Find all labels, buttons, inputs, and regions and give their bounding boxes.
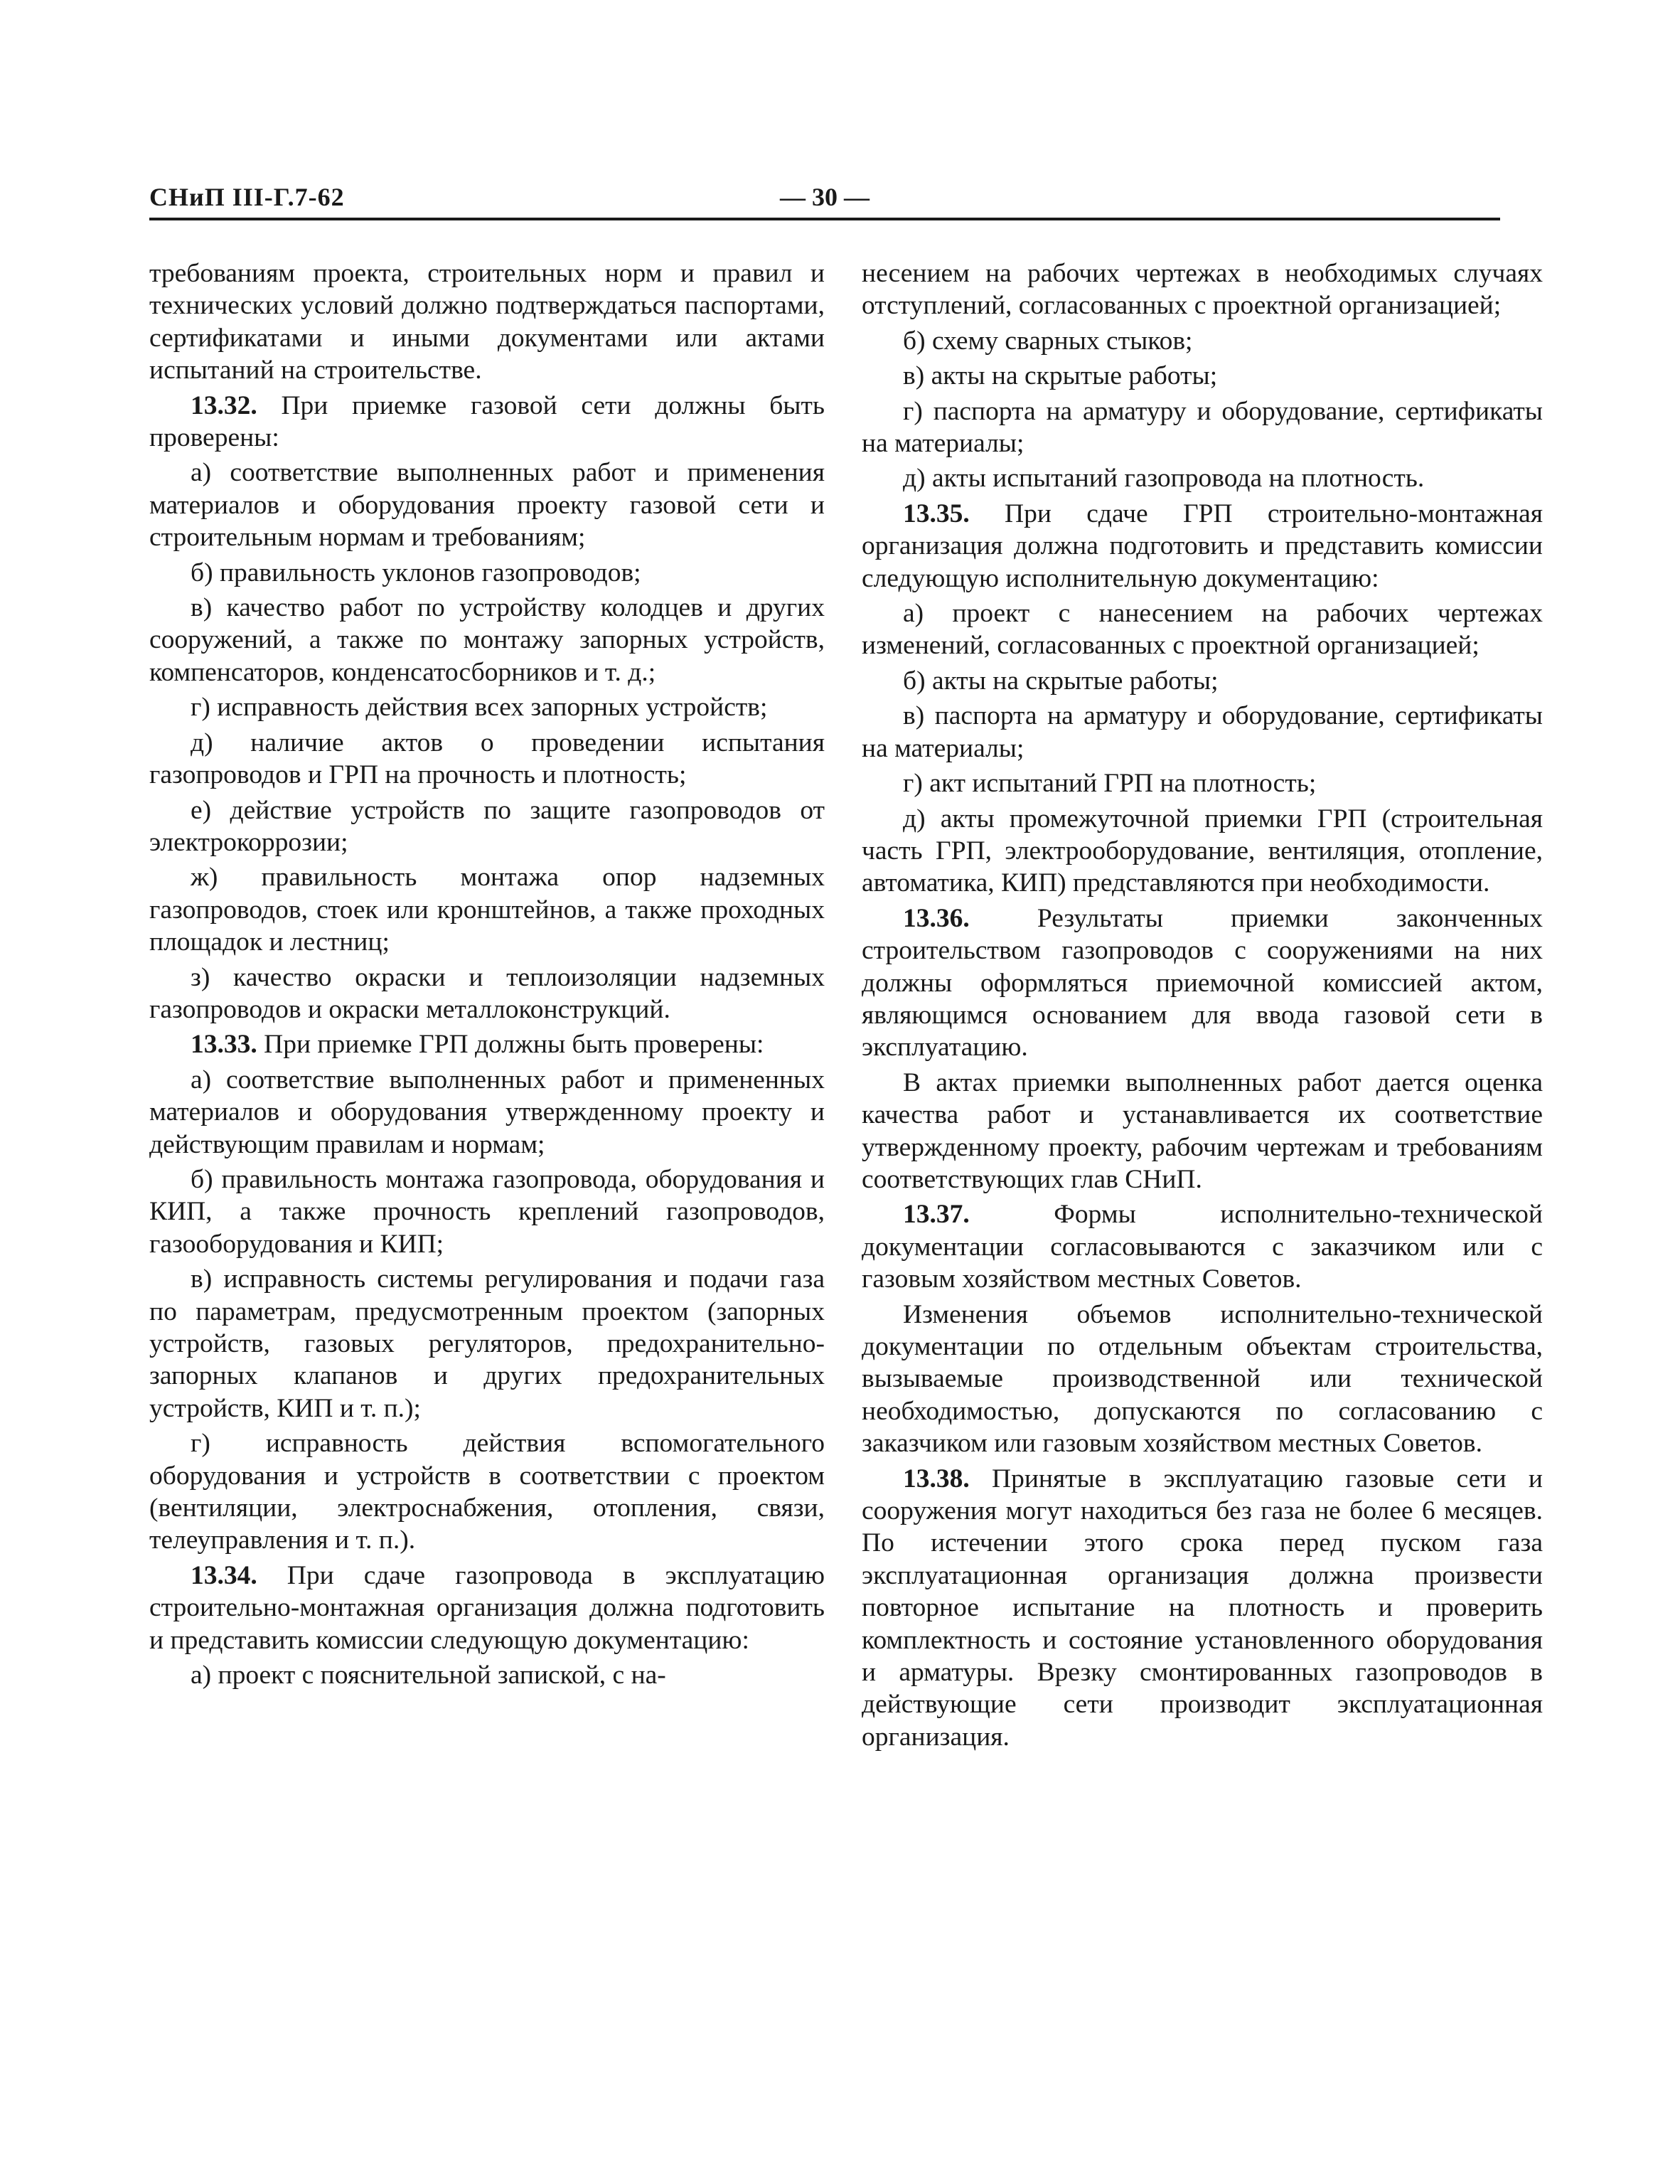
paragraph-text: Принятые в эксплуатацию газовые сети и сооружения могут находиться без газа не более 6 месяцев. По истечении этого срока перед пуском газа эксплуатационная организация должна произвести повторное испытание на плотность и проверить комплектность и состояние установленного оборудования и арматуры. Врезку смонтированных газопроводов в действующие сети производит эксплуатационная организация.	[862, 1464, 1543, 1752]
paragraph	[149, 691, 825, 723]
paragraph	[149, 557, 825, 589]
paragraph-text: Изменения объемов исполнительно-технической документации по отдельным объектам строительства, вызываемые производственной или технической необходимостью, допускаются по согласованию с заказчиком или газовым хозяйством местных Советов.	[862, 1299, 1543, 1459]
paragraph	[862, 1299, 1543, 1460]
paragraph	[149, 794, 825, 859]
section-number: 13.37.	[903, 1200, 970, 1230]
paragraph-text: б) правильность монтажа газопровода, оборудования и КИП, а также прочность креплений газопроводов, газооборудования и КИП;	[149, 1164, 825, 1259]
paragraph-text: г) исправность действия вспомогательного оборудования и устройств в соответствии с проектом (вентиляции, электроснабжения, отопления, связи, телеуправления и т. п.).	[149, 1429, 825, 1555]
section-number: 13.36.	[903, 903, 970, 933]
paragraph	[149, 390, 825, 454]
paragraph-text: а) соответствие выполненных работ и примененных материалов и оборудования утвержденному проекту и действующим правилам и нормам;	[149, 1065, 825, 1159]
paragraph-text: г) паспорта на арматуру и оборудование, сертификаты на материалы;	[862, 396, 1543, 459]
paragraph	[149, 592, 825, 688]
paragraph-text: в) качество работ по устройству колодцев и других сооружений, а также по монтажу запорных устройств, компенсаторов, конденсатосборников и т. д.;	[149, 593, 825, 687]
paragraph-text: г) исправность действия всех запорных устройств;	[191, 693, 768, 723]
paragraph-text: ж) правильность монтажа опор надземных газопроводов, стоек или кронштейнов, а также проходных площадок и лестниц;	[149, 863, 825, 957]
paragraph-text: в) паспорта на арматуру и оборудование, сертификаты на материалы;	[862, 701, 1543, 763]
page-number: — 30 —	[780, 183, 870, 211]
left-column	[149, 257, 825, 1694]
paragraph	[149, 457, 825, 553]
right-column	[862, 257, 1543, 1756]
paragraph-text: е) действие устройств по защите газопроводов от электрокоррозии;	[149, 795, 825, 857]
paragraph	[149, 1064, 825, 1161]
section-number: 13.38.	[903, 1464, 970, 1493]
paragraph	[149, 861, 825, 958]
paragraph	[862, 597, 1543, 662]
paragraph-text: При приемке газовой сети должны быть проверены:	[149, 390, 825, 453]
paragraph-text: Результаты приемки законченных строительством газопроводов с сооружениями на них должны оформляться приемочной комиссией актом, являющимся основанием для ввода газовой сети в эксплуатацию.	[862, 903, 1543, 1062]
paragraph-text: а) проект с нанесением на рабочих чертежах изменений, согласованных с проектной организацией;	[862, 599, 1543, 661]
paragraph	[862, 902, 1543, 1064]
paragraph-text: При приемке ГРП должны быть проверены:	[257, 1030, 764, 1060]
paragraph-text: требованиям проекта, строительных норм и правил и технических условий должно подтверждаться паспортами, сертификатами и иными документами или актами испытаний на строительстве.	[149, 259, 825, 385]
paragraph	[149, 1560, 825, 1656]
paragraph	[862, 1463, 1543, 1754]
page-header	[149, 182, 1500, 216]
paragraph	[149, 962, 825, 1026]
paragraph-text: При сдаче ГРП строительно-монтажная организация должна подготовить и представить комиссии следующую исполнительную документацию:	[862, 499, 1543, 593]
paragraph	[149, 727, 825, 792]
paragraph-text: б) схему сварных стыков;	[903, 326, 1193, 356]
paragraph	[862, 395, 1543, 460]
paragraph	[149, 1659, 825, 1691]
section-number: 13.33.	[191, 1030, 257, 1060]
paragraph-text: а) проект с пояснительной запиской, с на-	[191, 1661, 666, 1690]
paragraph	[862, 1198, 1543, 1295]
paragraph	[862, 462, 1543, 494]
paragraph	[149, 1427, 825, 1557]
paragraph	[862, 700, 1543, 765]
paragraph-text: д) акты испытаний газопровода на плотность.	[903, 464, 1425, 494]
paragraph	[862, 498, 1543, 595]
paragraph	[862, 360, 1543, 392]
paragraph	[862, 767, 1543, 799]
section-number: 13.32.	[191, 390, 257, 420]
paragraph	[149, 1163, 825, 1260]
paragraph-text: з) качество окраски и теплоизоляции надземных газопроводов и окраски металлоконструкций.	[149, 962, 825, 1024]
paragraph-text: в) исправность системы регулирования и подачи газа по параметрам, предусмотренным проектом (запорных устройств, газовых регуляторов, предохранительно-запорных клапанов и других предохранительных устройств, КИП и т. п.);	[149, 1264, 825, 1423]
header-rule	[149, 218, 1500, 220]
paragraph	[862, 325, 1543, 357]
paragraph-text: а) соответствие выполненных работ и применения материалов и оборудования проекту газовой сети и строительным нормам и требованиям;	[149, 458, 825, 553]
paragraph	[149, 1028, 825, 1060]
paragraph-text: Формы исполнительно-технической документации согласовываются с заказчиком или с газовым хозяйством местных Советов.	[862, 1200, 1543, 1294]
section-number: 13.34.	[191, 1560, 257, 1590]
paragraph	[149, 1263, 825, 1424]
document-code: СНиП III-Г.7-62	[149, 183, 345, 211]
paragraph-text: При сдаче газопровода в эксплуатацию строительно-монтажная организация должна подготовить и представить комиссии следующую документацию:	[149, 1560, 825, 1655]
section-number: 13.35.	[903, 499, 970, 528]
paragraph	[862, 1067, 1543, 1196]
paragraph-text: несением на рабочих чертежах в необходимых случаях отступлений, согласованных с проектной организацией;	[862, 259, 1543, 321]
paragraph	[862, 665, 1543, 697]
paragraph-text: г) акт испытаний ГРП на плотность;	[903, 769, 1317, 799]
paragraph-text: д) наличие актов о проведении испытания газопроводов и ГРП на прочность и плотность;	[149, 728, 825, 790]
paragraph-text: д) акты промежуточной приемки ГРП (строительная часть ГРП, электрооборудование, вентиляция, отопление, автоматика, КИП) представляются при необходимости.	[862, 804, 1543, 898]
paragraph-text: в) акты на скрытые работы;	[903, 361, 1218, 391]
paragraph	[862, 803, 1543, 900]
paragraph	[862, 257, 1543, 322]
paragraph-text: б) акты на скрытые работы;	[903, 666, 1219, 696]
paragraph-text: В актах приемки выполненных работ дается оценка качества работ и устанавливается их соответствие утвержденному проекту, рабочим чертежам и требованиям соответствующих глав СНиП.	[862, 1067, 1543, 1194]
paragraph-text: б) правильность уклонов газопроводов;	[191, 558, 641, 587]
paragraph	[149, 257, 825, 387]
